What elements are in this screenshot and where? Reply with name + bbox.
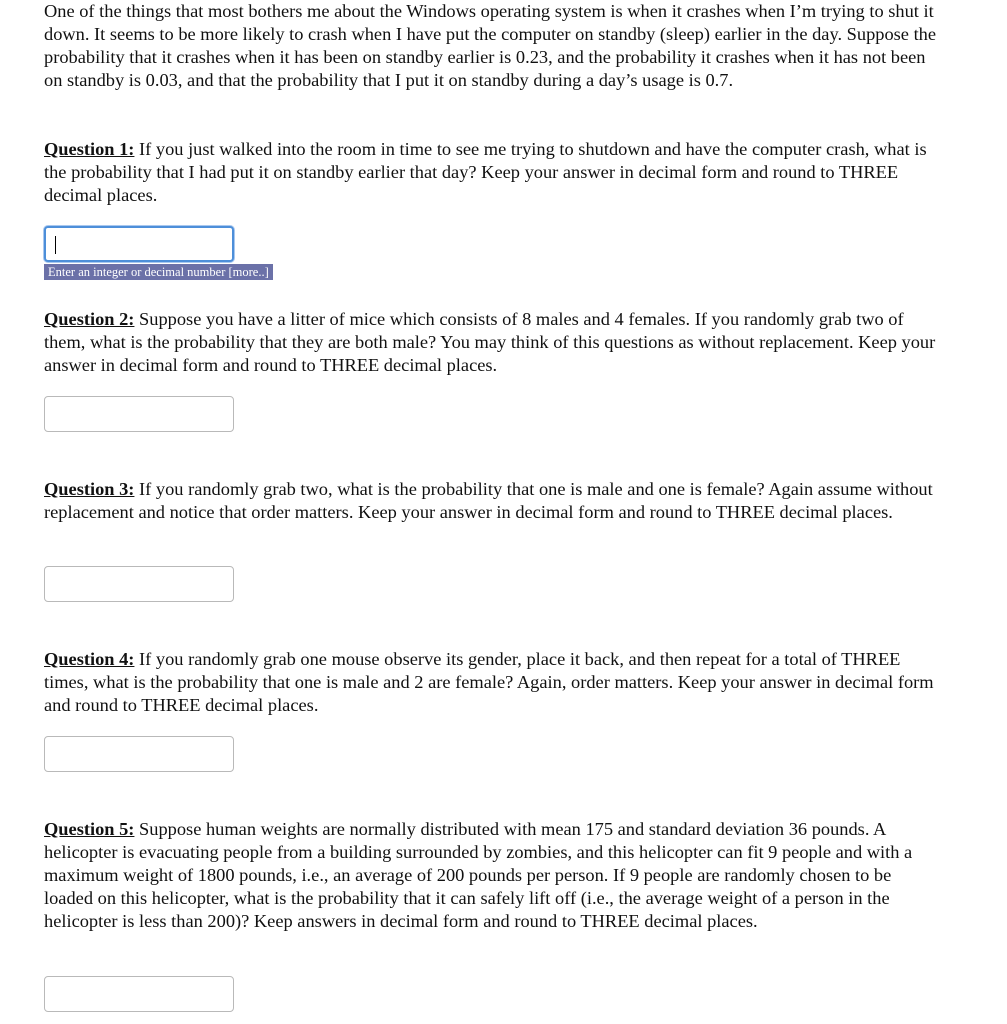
- question-4-label: Question 4:: [44, 649, 135, 669]
- question-2-body: Suppose you have a litter of mice which consists of 8 males and 4 females. If you randomly grab two of them, what is the probability that they are both male? You may think of this questions as without replacement. Keep your answer in decimal form and round to THREE decimal places.: [44, 309, 936, 375]
- question-2-text: [44, 308, 939, 377]
- question-4-text: [44, 648, 939, 717]
- question-3-answer-input[interactable]: [44, 566, 234, 602]
- question-3-text: [44, 478, 939, 524]
- question-5-answer-input[interactable]: [44, 976, 234, 1012]
- question-2-block: [44, 308, 939, 377]
- question-3-body: If you randomly grab two, what is the probability that one is male and one is female? Again assume without replacement and notice that order matters. Keep your answer in decimal form and round to THREE decimal places.: [44, 479, 933, 522]
- question-5-label: Question 5:: [44, 819, 135, 839]
- question-1-label: Question 1:: [44, 139, 135, 159]
- question-5-body: Suppose human weights are normally distributed with mean 175 and standard deviation 36 pounds. A helicopter is evacuating people from a building surrounded by zombies, and this helicopter can fit 9 people and with a maximum weight of 1800 pounds, i.e., an average of 200 pounds per person. If 9 people are randomly chosen to be loaded on this helicopter, what is the probability that it can safely lift off (i.e., the average weight of a person in the helicopter is less than 200)? Keep answers in decimal form and round to THREE decimal places.: [44, 819, 913, 931]
- question-1-text: [44, 138, 939, 207]
- question-1-body: If you just walked into the room in time to see me trying to shutdown and have the computer crash, what is the probability that I had put it on standby earlier that day? Keep your answer in decimal form and round to THREE decimal places.: [44, 139, 927, 205]
- question-4-answer-input[interactable]: [44, 736, 234, 772]
- question-2-answer-input[interactable]: [44, 396, 234, 432]
- question-4-block: [44, 648, 939, 717]
- question-1-block: [44, 138, 939, 207]
- text-caret: [55, 236, 56, 254]
- question-3-block: [44, 478, 939, 524]
- question-2-label: Question 2:: [44, 309, 135, 329]
- question-5-text: [44, 818, 939, 933]
- question-5-block: [44, 818, 939, 933]
- intro-paragraph: One of the things that most bothers me about the Windows operating system is when it crashes when I’m trying to shut it down. It seems to be more likely to crash when I have put the computer on standby (sleep) earlier in the day. Suppose the probability that it crashes when it has been on standby earlier is 0.23, and the probability it crashes when it has not been on standby is 0.03, and that the probability that I put it on standby during a day’s usage is 0.7.: [44, 1, 937, 90]
- question-3-label: Question 3:: [44, 479, 135, 499]
- question-4-body: If you randomly grab one mouse observe its gender, place it back, and then repeat for a total of THREE times, what is the probability that one is male and 2 are female? Again, order matters. Keep your answer in decimal form and round to THREE decimal places.: [44, 649, 934, 715]
- input-hint-tooltip[interactable]: Enter an integer or decimal number [more..]: [44, 264, 273, 280]
- question-1-answer-input[interactable]: [44, 226, 234, 262]
